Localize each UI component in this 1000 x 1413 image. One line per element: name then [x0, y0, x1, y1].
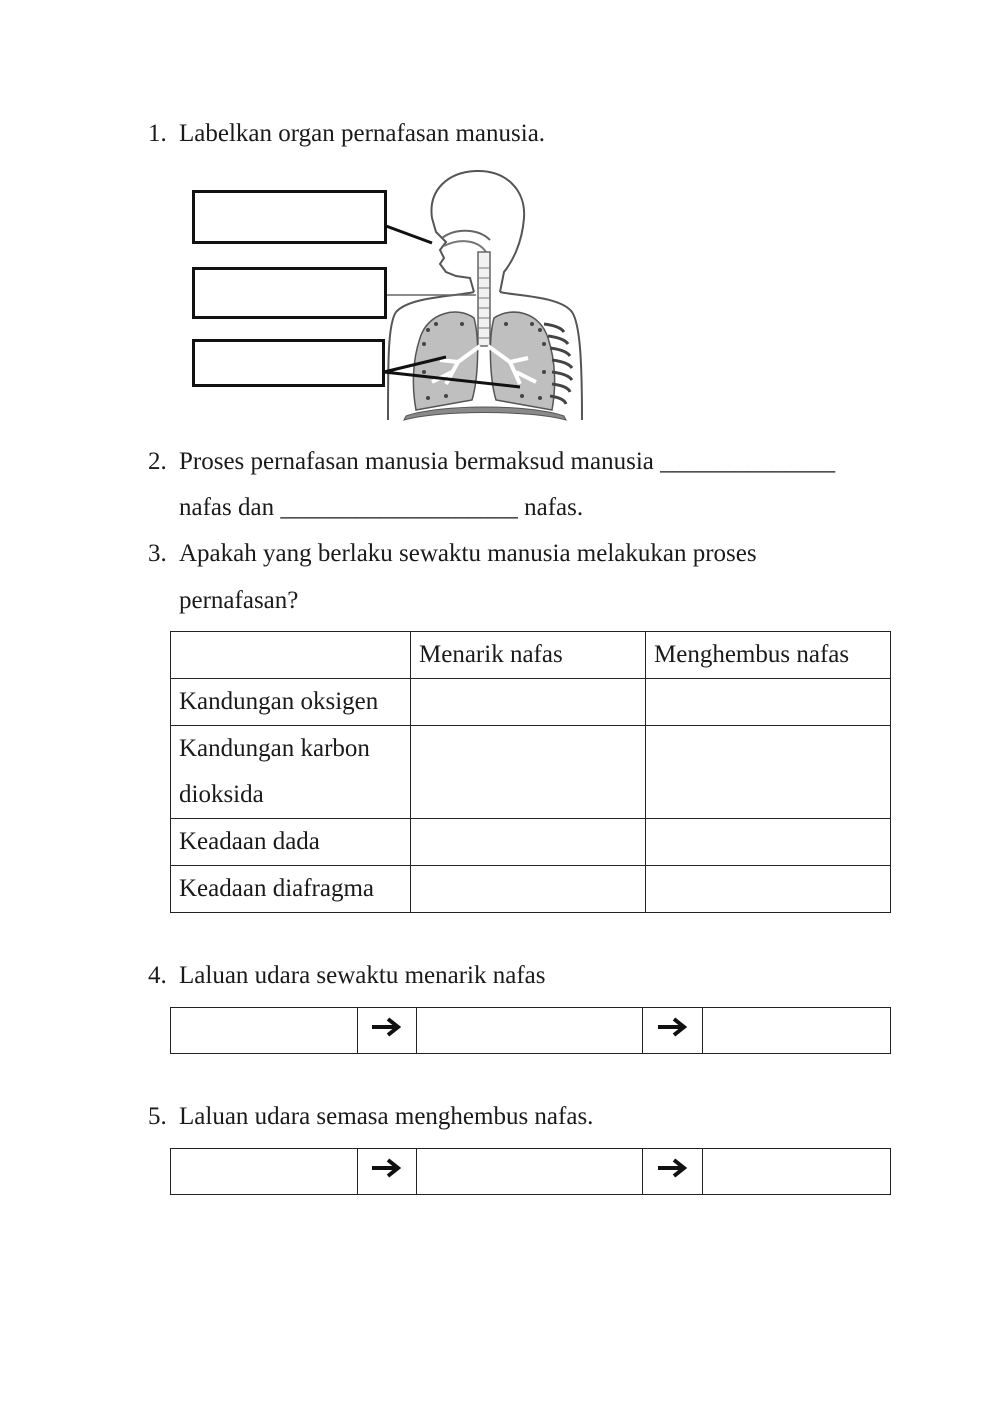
exhale-airflow-chain: [170, 1148, 891, 1195]
table-row: [171, 679, 891, 726]
question-number: 3.: [148, 540, 167, 567]
airflow-answer-cell[interactable]: [703, 1149, 891, 1195]
question-text: Laluan udara sewaktu menarik nafas: [179, 962, 546, 989]
pharynx: [478, 252, 490, 346]
answer-cell-inhale[interactable]: [411, 819, 646, 866]
respiratory-system-diagram: [0, 0, 1000, 440]
row-label: [171, 866, 411, 913]
row-label-text: Keadaan diafragma: [179, 875, 375, 902]
question-text-line1: Apakah yang berlaku sewaktu manusia melakukan proses: [179, 540, 757, 567]
right-arrow-icon: [656, 1016, 690, 1038]
row-label-text: Kandungan oksigen: [179, 688, 379, 715]
pointer-line-nose: [386, 226, 432, 243]
arrow-cell: [643, 1008, 703, 1054]
question-text: Labelkan organ pernafasan manusia.: [179, 120, 546, 147]
table-header-row: [171, 632, 891, 679]
airflow-answer-cell[interactable]: [703, 1008, 891, 1054]
answer-cell-inhale[interactable]: [411, 679, 646, 726]
row-label: [171, 819, 411, 866]
airflow-answer-cell[interactable]: [171, 1008, 358, 1054]
inhale-airflow-chain: [170, 1007, 891, 1054]
answer-cell-exhale[interactable]: [646, 819, 891, 866]
table-row: [171, 866, 891, 913]
row-label-text: Kandungan karbon: [179, 735, 370, 762]
label-box-trachea[interactable]: [192, 267, 387, 319]
answer-cell-exhale[interactable]: [646, 726, 891, 819]
right-arrow-icon: [656, 1157, 690, 1179]
label-box-lungs[interactable]: [192, 339, 385, 387]
answer-cell-exhale[interactable]: [646, 679, 891, 726]
table-row: [171, 726, 891, 819]
header-cell-inhale: Menarik nafas: [411, 632, 646, 679]
arrow-cell: [643, 1149, 703, 1195]
table-row: [171, 819, 891, 866]
question-number: 1.: [148, 120, 167, 147]
airflow-answer-cell[interactable]: [171, 1149, 358, 1195]
question-4: [148, 953, 546, 999]
question-3-line2: pernafasan?: [179, 587, 299, 614]
answer-cell-inhale[interactable]: [411, 866, 646, 913]
answer-cell-inhale[interactable]: [411, 726, 646, 819]
question-2-line2: nafas dan ___________________ nafas.: [179, 494, 584, 521]
airflow-answer-cell[interactable]: [417, 1149, 643, 1195]
row-label-text: Keadaan dada: [179, 828, 320, 855]
right-arrow-icon: [370, 1016, 404, 1038]
question-3: [148, 531, 757, 577]
question-2: [148, 439, 835, 485]
row-label-text-line2: dioksida: [179, 781, 264, 808]
diaphragm: [404, 407, 566, 420]
respiration-table: [170, 631, 891, 913]
question-number: 4.: [148, 962, 167, 989]
arrow-cell: [358, 1008, 417, 1054]
row-label: [171, 726, 411, 819]
question-number: 2.: [148, 448, 167, 475]
nasal-cavity: [442, 231, 490, 240]
label-box-nose[interactable]: [192, 190, 387, 244]
question-text: Laluan udara semasa menghembus nafas.: [179, 1103, 594, 1130]
arrow-cell: [358, 1149, 417, 1195]
header-cell-empty: [171, 632, 411, 679]
question-text-line1: Proses pernafasan manusia bermaksud manusia ______________: [179, 448, 836, 475]
header-cell-exhale: Menghembus nafas: [646, 632, 891, 679]
row-label: [171, 679, 411, 726]
question-5: [148, 1094, 593, 1140]
right-arrow-icon: [370, 1157, 404, 1179]
face-profile: [432, 218, 474, 292]
answer-cell-exhale[interactable]: [646, 866, 891, 913]
airflow-answer-cell[interactable]: [417, 1008, 643, 1054]
question-number: 5.: [148, 1103, 167, 1130]
